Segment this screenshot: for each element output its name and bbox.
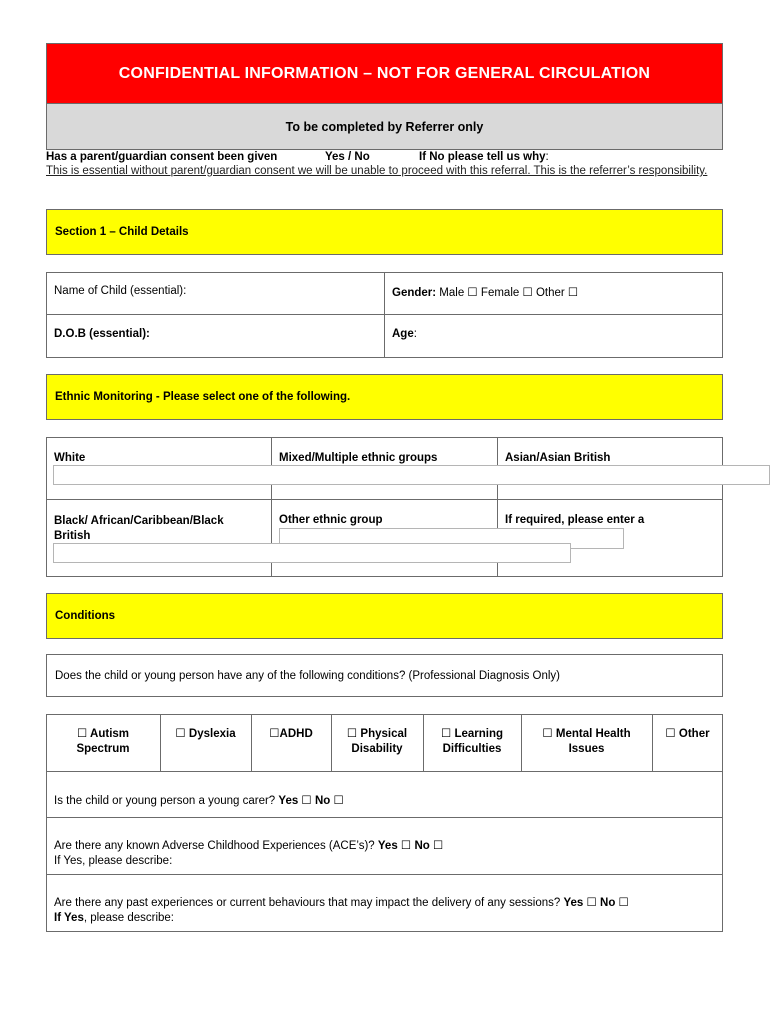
autism-label: ☐ Autism Spectrum	[76, 728, 130, 755]
ace-row	[46, 831, 723, 877]
condition-learning[interactable]	[423, 714, 521, 757]
asian-label: Asian/Asian British	[505, 452, 611, 464]
consent-question: Has a parent/guardian consent been given	[46, 151, 278, 163]
gender-label: Gender:	[392, 287, 437, 299]
consent-block	[46, 150, 726, 178]
age-label: Age	[392, 328, 414, 340]
conditions-question	[46, 654, 723, 697]
ethnic-select-field-2[interactable]	[53, 543, 571, 563]
dyslexia-label: ☐ Dyslexia	[175, 728, 236, 740]
divider	[46, 499, 723, 500]
age-colon: :	[413, 328, 417, 340]
carer-no[interactable]: No ☐	[314, 795, 344, 807]
condition-autism[interactable]	[46, 714, 160, 757]
divider	[46, 771, 723, 772]
divider	[46, 817, 723, 818]
ace-no[interactable]: No ☐	[414, 840, 444, 852]
conditions-heading	[46, 593, 723, 639]
ace-question: Are there any known Adverse Childhood Experiences (ACE’s)?	[54, 840, 375, 852]
gender-field[interactable]	[384, 277, 722, 307]
dob-label: D.O.B (essential):	[54, 328, 150, 340]
carer-question: Is the child or young person a young carer?	[54, 795, 276, 807]
referrer-subtitle: To be completed by Referrer only	[285, 119, 484, 134]
age-field[interactable]	[384, 320, 722, 348]
past-if-yes: If Yes	[54, 912, 84, 924]
ethnic-select-field[interactable]	[53, 465, 770, 485]
physical-label: ☐ Physical Disability	[346, 728, 408, 755]
white-label: White	[54, 452, 86, 464]
dob-field[interactable]	[46, 320, 384, 348]
consent-note: This is essential without parent/guardian consent we will be unable to proceed with this referral. This is the referrer’s responsibility.	[46, 165, 708, 177]
condition-mental-health[interactable]	[521, 714, 652, 757]
name-label: Name of Child (essential):	[54, 285, 187, 297]
past-yes[interactable]: Yes ☐	[563, 897, 597, 909]
other-condition-label: ☐ Other	[665, 728, 710, 740]
past-experiences-row	[46, 888, 723, 934]
other-label: Other ethnic group	[279, 514, 383, 526]
consent-colon: :	[545, 151, 549, 163]
black-label: Black/ African/Caribbean/Black British	[54, 515, 224, 542]
banner-title: CONFIDENTIAL INFORMATION – NOT FOR GENERAL CIRCULATION	[118, 64, 651, 82]
confidential-banner	[46, 43, 723, 104]
required-label: If required, please enter a	[505, 514, 645, 526]
condition-physical[interactable]	[331, 714, 423, 757]
section1-title: Section 1 – Child Details	[55, 226, 189, 238]
adhd-label: ☐ADHD	[269, 728, 313, 740]
mental-label: ☐ Mental Health Issues	[542, 728, 631, 755]
carer-yes[interactable]: Yes ☐	[278, 795, 312, 807]
name-of-child-field[interactable]	[46, 277, 384, 305]
gender-options[interactable]: Male ☐ Female ☐ Other ☐	[439, 287, 579, 299]
conditions-question-text: Does the child or young person have any of the following conditions? (Professional Diagnosis Only)	[55, 669, 561, 682]
consent-yes-no[interactable]: Yes / No	[325, 151, 370, 163]
condition-adhd[interactable]	[251, 714, 331, 742]
learning-label: ☐ Learning Difficulties	[440, 728, 504, 755]
ethnic-title: Ethnic Monitoring - Please select one of the following.	[55, 391, 351, 403]
conditions-title: Conditions	[55, 610, 116, 622]
past-describe: , please describe:	[83, 912, 174, 924]
ace-yes[interactable]: Yes ☐	[377, 840, 412, 852]
condition-other[interactable]	[652, 714, 723, 742]
past-question: Are there any past experiences or current behaviours that may impact the delivery of any sessions?	[54, 897, 561, 909]
section1-heading	[46, 209, 723, 255]
ethnic-heading	[46, 374, 723, 420]
young-carer-row	[46, 785, 723, 815]
mixed-label: Mixed/Multiple ethnic groups	[279, 452, 438, 464]
ace-describe: If Yes, please describe:	[54, 855, 173, 867]
referrer-banner	[46, 103, 723, 150]
consent-if-no: If No please tell us why	[419, 151, 546, 163]
past-no[interactable]: No ☐	[600, 897, 629, 909]
condition-dyslexia[interactable]	[160, 714, 251, 742]
